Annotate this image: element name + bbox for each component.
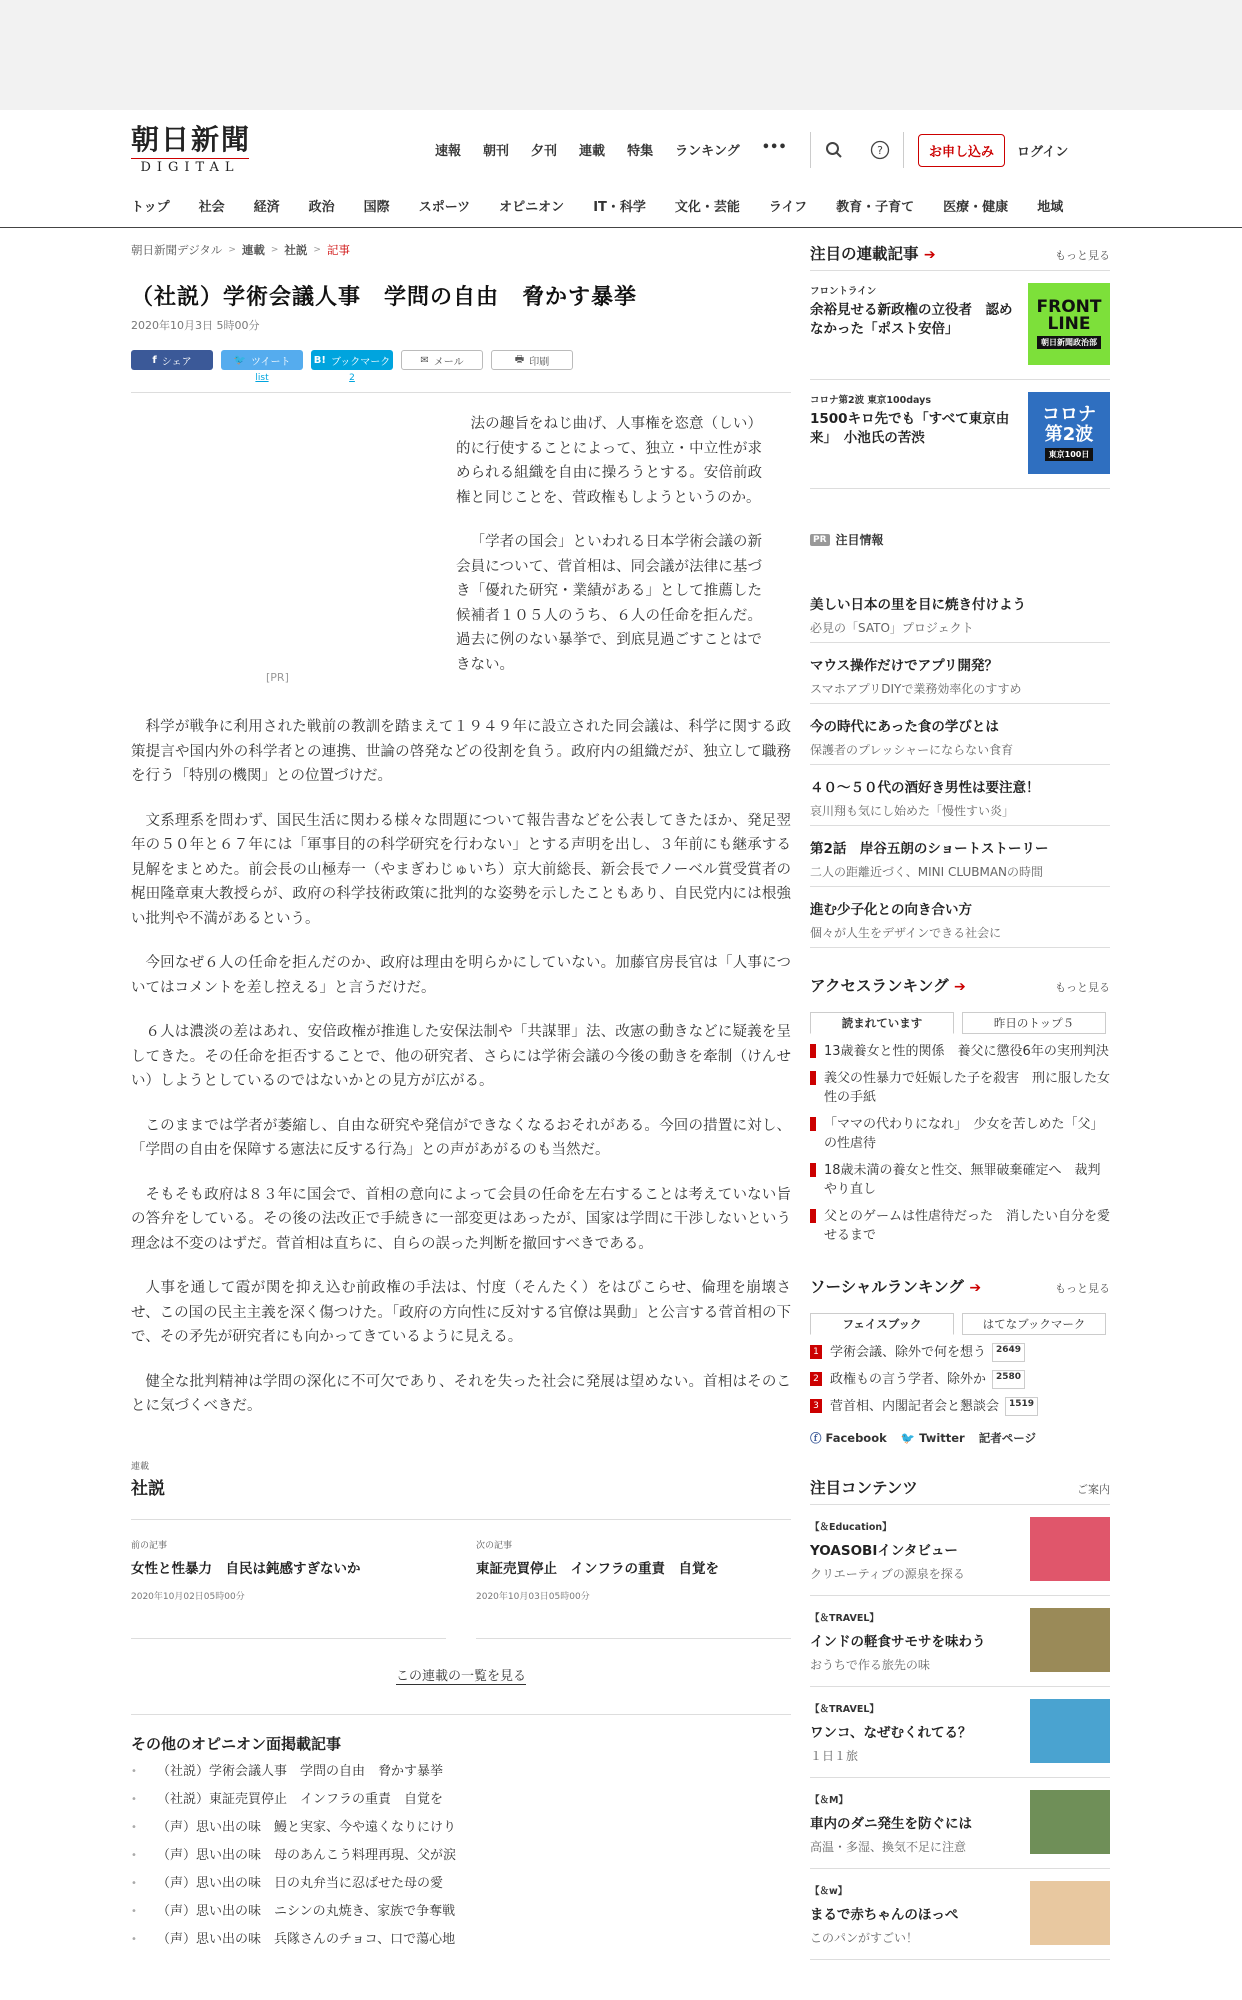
list-item[interactable] — [131, 1758, 791, 1786]
twitter-icon: 🐦 — [233, 354, 246, 366]
ranking-item[interactable]: 18歳未満の養女と性交、無罪破棄確定へ 裁判やり直し — [810, 1161, 1110, 1199]
twitter-icon: 🐦 — [900, 1431, 916, 1445]
twitter-share-button[interactable] — [221, 350, 303, 383]
featured-thumbnail: FRONT LINE 朝日新聞政治部 — [1028, 283, 1110, 365]
pr-items — [810, 582, 1110, 948]
help-icon[interactable] — [860, 132, 900, 168]
content-item[interactable]: 【＆TRAVEL】 インドの軽食サモサを味わう おうちで作る旅先の味 — [810, 1596, 1110, 1687]
access-ranking-list — [810, 1042, 1110, 1245]
top-nav — [435, 140, 787, 159]
logo-main: 朝日新聞 — [131, 123, 252, 156]
pr-item[interactable]: 今の時代にあった食の学びとは 保護者のプレッシャーにならない食育 — [810, 704, 1110, 765]
breadcrumb — [131, 242, 791, 258]
hatena-icon: B! — [313, 354, 326, 366]
rank-marker — [810, 1117, 816, 1131]
ranking-item[interactable]: 2 政権もの言う学者、除外か 2580 — [810, 1370, 1110, 1389]
topnav-more-icon[interactable]: ••• — [761, 140, 787, 155]
access-ranking — [810, 974, 1110, 1245]
social-ranking-header — [810, 1275, 1110, 1303]
contents-more-link[interactable]: ご案内 — [1077, 1483, 1110, 1496]
cat-sports[interactable]: スポーツ — [418, 200, 471, 215]
series-label: 連載 — [131, 1461, 150, 1472]
lead-text — [456, 412, 762, 715]
logo-sub: DIGITAL — [131, 158, 249, 175]
list-item-label: （社説）学術会議人事 学問の自由 脅かす暴挙 — [157, 1763, 444, 1779]
share-count: 2649 — [992, 1343, 1025, 1362]
access-ranking-header — [810, 974, 1110, 1002]
topnav-features[interactable]: 特集 — [627, 144, 654, 159]
list-item[interactable] — [131, 1870, 791, 1898]
breadcrumb-separator: > — [228, 245, 236, 255]
series-name[interactable]: 社説 — [131, 1478, 165, 1499]
social-more-link[interactable]: もっと見る — [1055, 1282, 1110, 1295]
breadcrumb-current: 記事 — [326, 243, 350, 257]
subscribe-button[interactable]: お申し込み — [918, 134, 1005, 167]
ranking-item[interactable]: 義父の性暴力で妊娠した子を殺害 刑に服した女性の手紙 — [810, 1069, 1110, 1107]
article-title: （社説）学術会議人事 学問の自由 脅かす暴挙 — [131, 285, 638, 310]
header-actions — [810, 130, 1068, 170]
sidebar — [810, 227, 1110, 1960]
pr-item[interactable]: 進む少子化との向き合い方 個々が人生をデザインできる社会に — [810, 887, 1110, 948]
pr-item[interactable]: 第2話 岸谷五朗のショートストーリー 二人の距離近づく、MINI CLUBMANの時間 — [810, 826, 1110, 887]
arrow-right-icon: ➔ — [953, 979, 966, 995]
topnav-ranking[interactable]: ランキング — [675, 144, 740, 159]
content-thumbnail — [1030, 1608, 1110, 1672]
arrow-right-icon: ➔ — [923, 247, 936, 263]
content-thumbnail — [1030, 1517, 1110, 1581]
topnav-breaking[interactable]: 速報 — [435, 144, 462, 159]
ranking-item[interactable]: 父とのゲームは性虐待だった 消したい自分を愛せるまで — [810, 1207, 1110, 1245]
social-ranking-heading[interactable]: ソーシャルランキング ➔ — [810, 1278, 982, 1296]
facebook-icon: ⓕ — [810, 1431, 822, 1445]
rank-marker — [810, 1071, 816, 1085]
topnav-evening[interactable]: 夕刊 — [531, 144, 558, 159]
bullet-icon: • — [131, 1877, 137, 1889]
bullet-icon: • — [131, 1793, 137, 1805]
article-paragraph: 人事を通して霞が関を抑え込む前政権の手法は、忖度（そんたく）をはびこらせ、倫理を崩壊させ、この国の民主主義を深く傷つけた。「政府の方向性に反対する官僚は異動」と公言する菅首相の下で、その矛先が研究者にも向かってきているように見える。 — [131, 1280, 791, 1345]
ad-pr-label: [PR] — [266, 671, 289, 684]
print-icon: 🖶 — [514, 353, 525, 365]
mail-icon: ✉ — [420, 354, 429, 366]
divider — [810, 132, 811, 168]
prev-next-nav — [131, 1519, 791, 1639]
social-ranking-list — [810, 1343, 1110, 1416]
featured-title: 1500キロ先でも「すべて東京由来」 小池氏の苦渋 — [810, 411, 1010, 446]
other-opinion-heading: その他のオピニオン面掲載記事 — [131, 1734, 342, 1753]
breadcrumb-separator: > — [270, 245, 279, 255]
article-paragraph: 文系理系を問わず、国民生活に関わる様々な問題について報告書などを公表してきたほか、発足翌年の５０年と６７年には「軍事目的の科学研究を行わない」とする声明を出し、３年前にも継承する見解をまとめた。前会長の山極寿一（やまぎわじゅいち）京大前総長、新会長でノーベル賞受賞者の梶田隆章東大教授らが、政府の科学技術政策に批判的な姿勢を示したこともあり、自民党内には根強い批判や不満があるという。 — [131, 812, 791, 927]
prev-date: 2020年10月02日05時00分 — [131, 1591, 245, 1602]
login-link[interactable]: ログイン — [1017, 144, 1069, 160]
content-item[interactable]: 【＆w】 まるで赤ちゃんのほっぺ このパンがすごい！ — [810, 1869, 1110, 1960]
ranking-item[interactable]: 3 菅首相、内閣記者会と懇談会 1519 — [810, 1397, 1110, 1416]
series-see-all — [131, 1665, 791, 1684]
content-thumbnail — [1030, 1881, 1110, 1945]
article-paragraph: 健全な批判精神は学問の深化に不可欠であり、それを失った社会に発展は望めない。首相はそのことに気づくべきだ。 — [131, 1373, 791, 1414]
category-nav — [0, 182, 1242, 228]
twitter-count[interactable]: list — [255, 373, 269, 383]
access-tabs — [810, 1012, 1110, 1034]
list-item-label: （声）思い出の味 兵隊さんのチョコ、口で蕩心地 — [157, 1931, 456, 1947]
svg-text:?: ? — [877, 144, 883, 157]
list-item[interactable] — [131, 1814, 791, 1842]
share-bar — [131, 350, 791, 383]
mail-button[interactable] — [401, 350, 483, 370]
series-see-all-link[interactable]: この連載の一覧を見る — [395, 1668, 526, 1684]
cat-opinion[interactable]: オピニオン — [499, 200, 565, 215]
access-ranking-heading[interactable]: アクセスランキング ➔ — [810, 977, 966, 995]
tab-hatena[interactable]: はてなブックマーク — [962, 1313, 1106, 1335]
cat-economy[interactable]: 経済 — [253, 200, 280, 215]
hatena-bookmark-label: ブックマーク — [330, 356, 391, 368]
cat-top[interactable]: トップ — [131, 200, 170, 215]
ranking-item[interactable]: 「ママの代わりになれ」 少女を苦しめた「父」の性虐待 — [810, 1115, 1110, 1153]
facebook-share-label: シェア — [161, 356, 192, 368]
cat-health[interactable]: 医療・健康 — [943, 200, 1009, 215]
facebook-icon: f — [152, 354, 157, 366]
featured-contents — [810, 1476, 1110, 1960]
ranking-item[interactable]: 1 学術会議、除外で何を想う 2649 — [810, 1343, 1110, 1362]
twitter-link[interactable]: 🐦 Twitter — [900, 1431, 965, 1445]
contents-heading: 注目コンテンツ — [810, 1479, 918, 1497]
print-label: 印刷 — [529, 356, 550, 368]
content-item[interactable]: 【＆Education】 YOASOBIインタビュー クリエーティブの源泉を探る — [810, 1505, 1110, 1596]
featured-series-heading[interactable]: 注目の連載記事 ➔ — [810, 245, 936, 263]
breadcrumb-separator: > — [313, 245, 321, 255]
list-item-label: （声）思い出の味 日の丸弁当に忍ばせた母の愛 — [157, 1875, 444, 1891]
rank-number: 1 — [810, 1345, 822, 1359]
pr-label: 注目情報 — [835, 533, 884, 547]
hatena-count[interactable]: 2 — [349, 373, 355, 383]
social-links — [810, 1430, 1110, 1446]
next-date: 2020年10月03日05時00分 — [476, 1591, 590, 1602]
cat-culture[interactable]: 文化・芸能 — [674, 200, 740, 215]
lead-paragraph: 法の趣旨をねじ曲げ、人事権を恣意（しい）的に行使することによって、独立・中立性が求められる組織を自由に操ろうとする。安倍前政権と同じことを、菅政権もしようというのか。 — [456, 416, 762, 506]
mail-label: メール — [433, 356, 464, 368]
list-item[interactable] — [131, 1786, 791, 1814]
cat-life[interactable]: ライフ — [768, 200, 808, 215]
rank-number: 2 — [810, 1372, 822, 1386]
topnav-series[interactable]: 連載 — [579, 144, 606, 159]
featured-thumbnail: コロナ 第2波 東京100日 — [1028, 392, 1110, 474]
cat-it-science[interactable]: IT・科学 — [593, 200, 646, 215]
cat-region[interactable]: 地域 — [1037, 200, 1064, 215]
article-paragraph: ６人は濃淡の差はあれ、安倍政権が推進した安保法制や「共謀罪」法、改憲の動きなどに疑義を呈してきた。その任命を拒否することで、他の研究者、さらには学術会議の今後の動きを牽制（けんせい）しようとしているのではないかとの見方が広がる。 — [131, 1024, 791, 1089]
article-lead — [131, 415, 791, 715]
access-more-link[interactable]: もっと見る — [1055, 981, 1110, 994]
list-item[interactable] — [131, 1842, 791, 1870]
series-block — [131, 1459, 791, 1684]
breadcrumb-series[interactable]: 連載 — [241, 243, 265, 257]
bullet-icon: • — [131, 1765, 137, 1777]
content-item[interactable]: 【＆TRAVEL】 ワンコ、なぜむくれてる？ １日１旅 — [810, 1687, 1110, 1778]
featured-category: コロナ第2波 東京100days — [810, 395, 932, 406]
contents-header — [810, 1476, 1110, 1505]
facebook-link[interactable]: ⓕ Facebook — [810, 1431, 887, 1445]
pr-item[interactable]: マウス操作だけでアプリ開発？ スマホアプリDIYで業務効率化のすすめ — [810, 643, 1110, 704]
list-item-label: （声）思い出の味 母のあんこう料理再現、父が涙 — [157, 1847, 457, 1863]
prev-article-link[interactable] — [131, 1520, 446, 1639]
cat-education[interactable]: 教育・子育て — [836, 200, 915, 215]
breadcrumb-editorial[interactable]: 社説 — [284, 243, 308, 257]
list-item-label: （社説）東証売買停止 インフラの重責 自覚を — [157, 1791, 444, 1807]
cat-society[interactable]: 社会 — [198, 200, 225, 215]
next-label: 次の記事 — [476, 1540, 513, 1551]
bullet-icon: • — [131, 1821, 137, 1833]
article-column — [131, 227, 791, 1954]
cat-international[interactable]: 国際 — [363, 200, 390, 215]
share-count: 1519 — [1005, 1397, 1038, 1416]
bullet-icon: • — [131, 1849, 137, 1861]
ranking-item[interactable]: 13歳養女と性的関係 養父に懲役6年の実刑判決 — [810, 1042, 1110, 1061]
list-item-label: （声）思い出の味 鰻と実家、今や遠くなりにけり — [157, 1819, 457, 1835]
site-logo[interactable] — [131, 124, 261, 175]
prev-label: 前の記事 — [131, 1540, 168, 1551]
featured-item[interactable] — [810, 271, 1110, 380]
rank-number: 3 — [810, 1399, 822, 1413]
list-item[interactable] — [131, 1898, 791, 1926]
pr-item[interactable]: ４０～５０代の酒好き男性は要注意！ 哀川翔も気にし始めた「慢性すい炎」 — [810, 765, 1110, 826]
article-body — [131, 715, 791, 1419]
article-paragraph: 科学が戦争に利用された戦前の教訓を踏まえて１９４９年に設立された同会議は、科学に関する政策提言や国内外の科学者との連携、世論の啓発などの役割を負う。政府内の組織だが、独立して職務を行う「特別の機関」との位置づけだ。 — [131, 719, 791, 784]
other-opinion-articles — [131, 1714, 791, 1954]
twitter-share-label: ツイート — [250, 356, 291, 368]
article-paragraph: このままでは学者が萎縮し、自由な研究や発信ができなくなるおそれがある。今回の措置に対し、「学問の自由を保障する憲法に反する行為」との声があがるのも当然だ。 — [131, 1117, 791, 1158]
site-header — [0, 110, 1242, 182]
arrow-right-icon: ➔ — [969, 1280, 982, 1296]
tab-yesterday-top5[interactable]: 昨日のトップ５ — [962, 1012, 1106, 1034]
tab-most-read[interactable]: 読まれています — [810, 1012, 954, 1034]
featured-title: 余裕見せる新政権の立役者 認めなかった「ポスト安倍」 — [810, 302, 1013, 337]
list-item-label: （声）思い出の味 ニシンの丸焼き、家族で争奪戦 — [157, 1903, 456, 1919]
ad-box — [131, 415, 431, 715]
pr-badge: PR — [810, 534, 830, 546]
lead-paragraph: 「学者の国会」といわれる日本学術会議の新会員について、菅首相は、同会議が法律に基づき「優れた研究・業績がある」として推薦した候補者１０５人のうち、６人の任命を拒んだ。過去に例のない暴挙で、到底見過ごすことはできない。 — [456, 534, 762, 673]
rank-marker — [810, 1044, 816, 1058]
rank-marker — [810, 1163, 816, 1177]
search-icon[interactable] — [814, 132, 854, 168]
hatena-bookmark-button[interactable] — [311, 350, 393, 383]
featured-category: フロントライン — [810, 286, 877, 297]
list-item[interactable] — [131, 1926, 791, 1954]
featured-more-link[interactable]: もっと見る — [1055, 249, 1110, 262]
featured-series-header — [810, 242, 1110, 271]
divider — [131, 392, 791, 393]
facebook-share-button[interactable] — [131, 350, 213, 370]
pr-section-label — [810, 531, 1110, 548]
reporter-page-link[interactable]: 記者ページ — [978, 1431, 1037, 1445]
article-paragraph: そもそも政府は８３年に国会で、首相の意向によって会員の任命を左右することは考えていない旨の答弁をしている。その後の法改正で手続きに一部変更はあったが、国家は学問に干渉しないという理念は不変のはずだ。菅首相は直ちに、自らの誤った判断を撤回すべきである。 — [131, 1186, 791, 1252]
tab-facebook[interactable]: フェイスブック — [810, 1313, 954, 1335]
cat-politics[interactable]: 政治 — [308, 200, 335, 215]
content-thumbnail — [1030, 1699, 1110, 1763]
pr-item[interactable]: 美しい日本の里を目に焼き付けよう 必見の「SATO」プロジェクト — [810, 582, 1110, 643]
prev-title: 女性と性暴力 自民は鈍感すぎないか — [131, 1560, 361, 1577]
rank-marker — [810, 1209, 816, 1223]
next-article-link[interactable] — [476, 1520, 791, 1639]
article-paragraph: 今回なぜ６人の任命を拒んだのか、政府は理由を明らかにしていない。加藤官房長官は「人事についてはコメントを差し控える」と言うだけだ。 — [131, 955, 791, 996]
article-date: 2020年10月3日 5時00分 — [131, 319, 260, 332]
content-item[interactable]: 【＆M】 車内のダニ発生を防ぐには 高温・多湿、換気不足に注意 — [810, 1778, 1110, 1869]
next-title: 東証売買停止 インフラの重責 自覚を — [476, 1560, 719, 1577]
topnav-morning[interactable]: 朝刊 — [483, 144, 510, 159]
bullet-icon: • — [131, 1933, 137, 1945]
divider — [903, 132, 904, 168]
print-button[interactable] — [491, 350, 573, 370]
content-thumbnail — [1030, 1790, 1110, 1854]
social-ranking — [810, 1275, 1110, 1446]
social-tabs — [810, 1313, 1110, 1335]
top-ad-banner — [0, 0, 1242, 110]
share-count: 2580 — [992, 1370, 1025, 1389]
bullet-icon: • — [131, 1905, 137, 1917]
breadcrumb-home[interactable]: 朝日新聞デジタル — [131, 243, 223, 257]
featured-item[interactable] — [810, 380, 1110, 489]
